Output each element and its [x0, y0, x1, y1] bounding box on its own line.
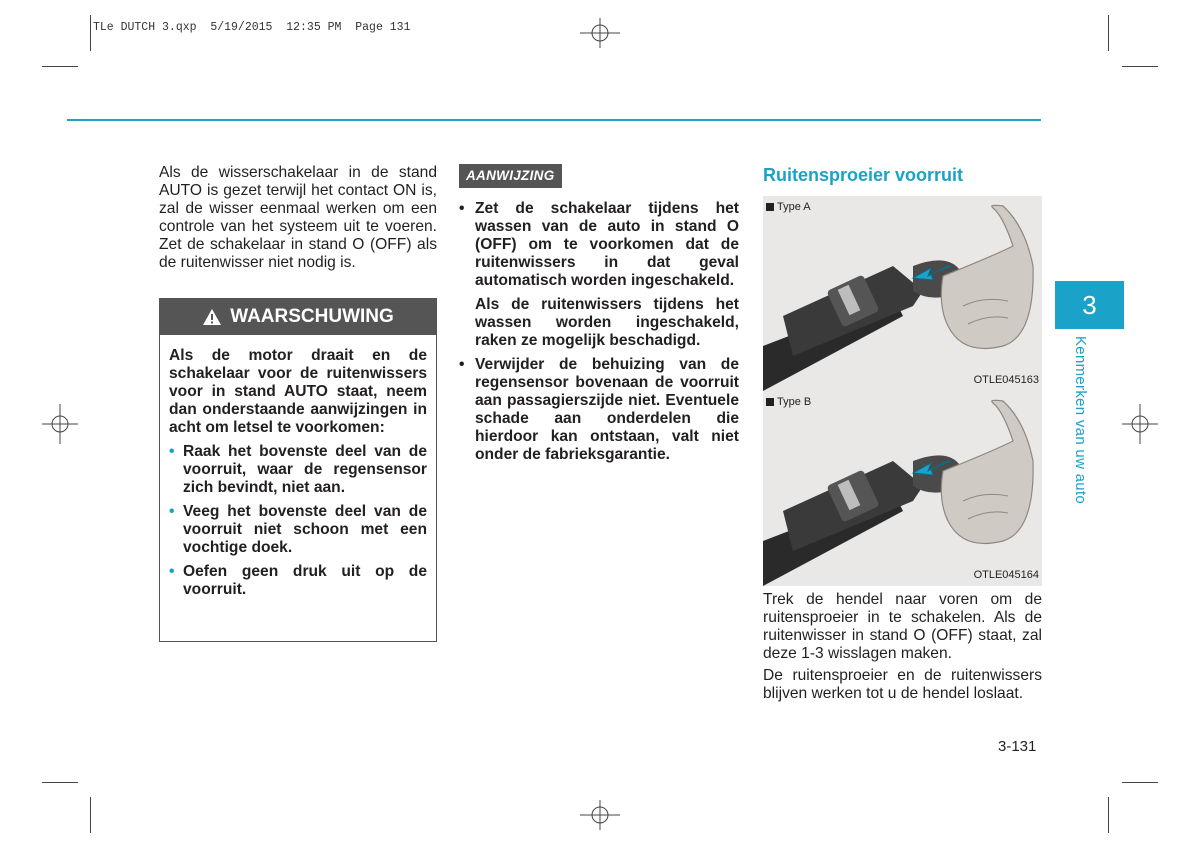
- crop-mark: [90, 15, 91, 51]
- figure-code: OTLE045164: [973, 569, 1039, 581]
- warning-item: • Oefen geen druk uit op de voorruit.: [169, 563, 427, 598]
- crop-mark: [42, 66, 78, 67]
- note-item: [459, 200, 739, 350]
- figure-label: Type B: [766, 393, 811, 411]
- warning-triangle-icon: [202, 308, 222, 326]
- warning-body: [160, 335, 436, 599]
- paragraph: De ruitensproeier en de ruitenwissers blijven werken tot u de hendel loslaat.: [763, 667, 1042, 702]
- bullet-icon: •: [459, 200, 465, 217]
- figure-type-b: [763, 391, 1042, 586]
- warning-title: WAARSCHUWING: [230, 306, 394, 327]
- print-slug: TLe DUTCH 3.qxp 5/19/2015 12:35 PM Page 131: [93, 21, 411, 34]
- registration-mark: [42, 404, 78, 444]
- warning-item: • Raak het bovenste deel van de voorruit, waar de regensensor zich bevindt, niet aan.: [169, 443, 427, 496]
- crop-mark: [1108, 15, 1109, 51]
- note-text: Verwijder de behuizing van de regensensor bovenaan de voorruit aan passagierszijde niet. Eventuele schade aan onderdelen die hierdoor kan ontstaan, valt niet onder de fabrieksgarantie.: [475, 356, 739, 463]
- square-bullet-icon: [766, 398, 774, 406]
- registration-mark: [580, 800, 620, 830]
- chapter-number-tab: 3: [1055, 281, 1124, 329]
- warning-list: [169, 443, 427, 599]
- intro-paragraph: Als de wisserschakelaar in de stand AUTO is gezet terwijl het contact ON is, zal de wisser eenmaal werken om een controle van het systeem uit te voeren. Zet de schakelaar in stand O (OFF) als de ruitenwisser niet nodig is.: [159, 164, 437, 271]
- crop-mark: [1122, 782, 1158, 783]
- page-number: 3-131: [998, 738, 1037, 755]
- warning-box: [159, 298, 437, 642]
- warning-item: • Veeg het bovenste deel van de voorruit niet schoon met een vochtige doek.: [169, 503, 427, 556]
- note-list: [459, 200, 739, 464]
- bullet-icon: •: [169, 563, 175, 580]
- note-text: Zet de schakelaar tijdens het wassen van de auto in stand O (OFF) om te voorkomen dat de ruitenwissers in dat geval automatisch worden ingeschakeld.: [475, 200, 739, 289]
- figure-code: OTLE045163: [973, 374, 1039, 386]
- header-rule: [67, 119, 1041, 121]
- paragraph: Trek de hendel naar voren om de ruitensproeier in te schakelen. Als de ruitenwisser in stand O (OFF) staat, zal deze 1-3 wisslagen maken.: [763, 591, 1042, 662]
- warning-lead: Als de motor draait en de schakelaar voor de ruitenwissers voor in stand AUTO staat, neem dan onderstaande aanwijzingen in acht om letsel te voorkomen:: [169, 347, 427, 436]
- note-extra: Als de ruitenwissers tijdens het wassen worden ingeschakeld, raken ze mogelijk beschadigd.: [475, 296, 739, 349]
- registration-mark: [580, 18, 620, 48]
- registration-mark: [1122, 404, 1158, 444]
- note-item: [459, 356, 739, 464]
- section-title: Ruitensproeier voorruit: [763, 165, 964, 185]
- column-left: [159, 164, 437, 272]
- crop-mark: [1108, 797, 1109, 833]
- warning-header: [160, 299, 436, 335]
- crop-mark: [1122, 66, 1158, 67]
- column-middle: [459, 164, 739, 470]
- square-bullet-icon: [766, 203, 774, 211]
- chapter-title: Kenmerken van uw auto: [1072, 336, 1089, 505]
- figure-type-a: [763, 196, 1042, 391]
- wiper-stalk-illustration: [763, 391, 1042, 586]
- crop-mark: [42, 782, 78, 783]
- note-tag: AANWIJZING: [459, 164, 562, 188]
- bullet-icon: •: [169, 503, 175, 520]
- bullet-icon: •: [169, 443, 175, 460]
- figure-label: Type A: [766, 198, 811, 216]
- bullet-icon: •: [459, 356, 465, 373]
- wiper-stalk-illustration: [763, 196, 1042, 391]
- crop-mark: [90, 797, 91, 833]
- column-right: [763, 164, 1042, 703]
